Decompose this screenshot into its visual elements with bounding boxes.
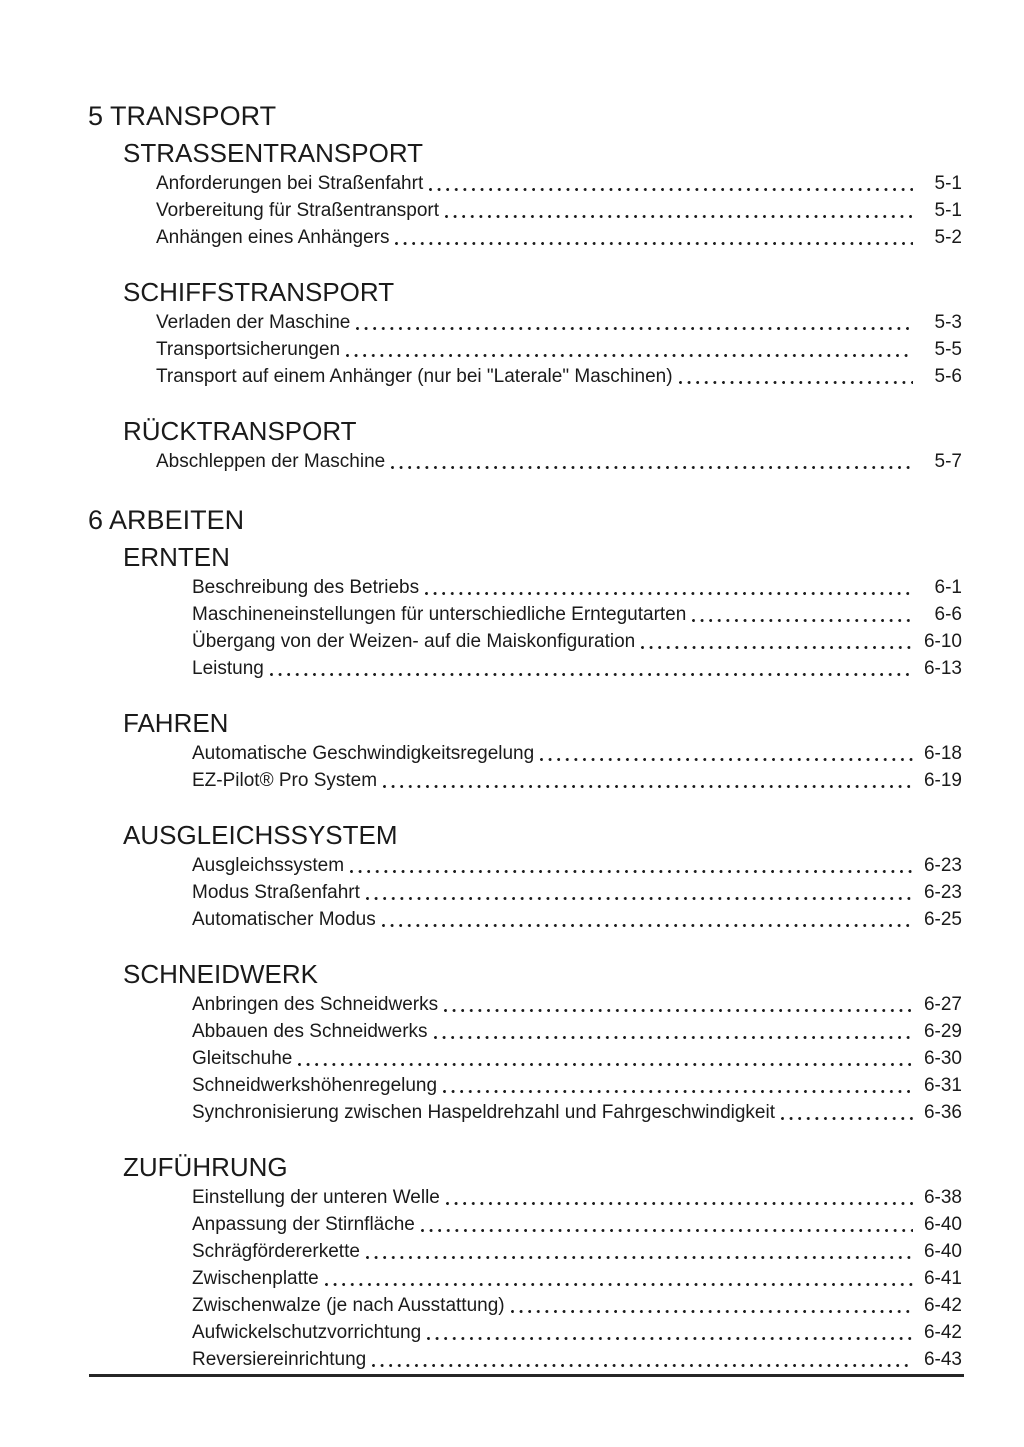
leader-dots — [421, 1229, 913, 1232]
entry-page-number: 6-27 — [923, 994, 962, 1015]
entry-page-number: 5-3 — [934, 312, 962, 333]
toc-entry — [88, 1045, 962, 1072]
entry-page-number: 6-38 — [923, 1187, 962, 1208]
toc-section — [88, 279, 962, 390]
toc-entry — [88, 740, 962, 767]
section-heading: SCHIFFSTRANSPORT — [123, 277, 395, 307]
entry-title: Schneidwerkshöhenregelung — [192, 1075, 438, 1096]
leader-dots — [382, 924, 913, 927]
toc-entry — [88, 336, 962, 363]
toc-entry — [88, 224, 962, 251]
toc-section — [88, 140, 962, 251]
leader-dots — [395, 242, 913, 245]
toc-entry — [88, 197, 962, 224]
section-heading: STRASSENTRANSPORT — [123, 138, 424, 168]
entry-page-number: 6-10 — [923, 631, 962, 652]
entry-page-number: 6-41 — [923, 1268, 962, 1289]
entry-page-number: 6-19 — [923, 770, 962, 791]
leader-dots — [350, 870, 913, 873]
leader-dots — [372, 1364, 913, 1367]
entry-page-number: 6-23 — [923, 855, 962, 876]
leader-dots — [444, 1009, 913, 1012]
entry-title: Modus Straßenfahrt — [192, 882, 360, 903]
entry-page-number: 6-36 — [923, 1102, 962, 1123]
entry-page-number: 6-25 — [923, 909, 962, 930]
chapter-heading — [88, 103, 962, 130]
toc-entry — [88, 1346, 962, 1373]
toc-entry — [88, 363, 962, 390]
entry-title: Übergang von der Weizen- auf die Maiskonfiguration — [192, 631, 636, 652]
toc-entry — [88, 448, 962, 475]
toc-section — [88, 418, 962, 475]
leader-dots — [511, 1310, 913, 1313]
entry-title: Anpassung der Stirnfläche — [192, 1214, 415, 1235]
section-entries — [88, 170, 962, 251]
entry-title: Zwischenwalze (je nach Ausstattung) — [192, 1295, 505, 1316]
leader-dots — [443, 1090, 913, 1093]
toc-entry — [88, 1072, 962, 1099]
chapter-number: 5 — [88, 101, 104, 131]
section-heading: AUSGLEICHSSYSTEM — [123, 820, 398, 850]
entry-title: Transport auf einem Anhänger (nur bei "Laterale" Maschinen) — [156, 366, 673, 387]
leader-dots — [383, 785, 913, 788]
entry-page-number: 6-40 — [923, 1241, 962, 1262]
footer-rule — [89, 1374, 964, 1377]
entry-page-number: 6-6 — [934, 604, 962, 625]
toc-entry — [88, 906, 962, 933]
toc-entry — [88, 1184, 962, 1211]
section-heading: FAHREN — [123, 708, 229, 738]
leader-dots — [425, 592, 913, 595]
entry-page-number: 5-1 — [934, 173, 962, 194]
chapter-sections — [88, 140, 962, 475]
entry-page-number: 6-42 — [923, 1295, 962, 1316]
section-heading: RÜCKTRANSPORT — [123, 416, 357, 446]
toc-entry — [88, 574, 962, 601]
entry-page-number: 6-13 — [923, 658, 962, 679]
entry-page-number: 6-42 — [923, 1322, 962, 1343]
toc-entry — [88, 879, 962, 906]
leader-dots — [356, 327, 913, 330]
leader-dots — [346, 354, 913, 357]
entry-page-number: 6-30 — [923, 1048, 962, 1069]
leader-dots — [366, 897, 913, 900]
entry-title: Einstellung der unteren Welle — [192, 1187, 440, 1208]
entry-page-number: 6-40 — [923, 1214, 962, 1235]
leader-dots — [540, 758, 913, 761]
toc-entry — [88, 628, 962, 655]
entry-page-number: 6-1 — [934, 577, 962, 598]
entry-page-number: 6-31 — [923, 1075, 962, 1096]
entry-title: Reversiereinrichtung — [192, 1349, 367, 1370]
toc-root — [88, 103, 962, 1373]
toc-entry — [88, 1292, 962, 1319]
chapter-number: 6 — [88, 505, 104, 535]
chapter-title: TRANSPORT — [110, 101, 277, 131]
leader-dots — [391, 466, 913, 469]
toc-entry — [88, 1319, 962, 1346]
toc-entry — [88, 1265, 962, 1292]
entry-page-number: 5-2 — [934, 227, 962, 248]
toc-entry — [88, 1211, 962, 1238]
entry-page-number: 5-6 — [934, 366, 962, 387]
toc-entry — [88, 991, 962, 1018]
toc-section — [88, 961, 962, 1126]
entry-title: Automatischer Modus — [192, 909, 376, 930]
entry-title: Verladen der Maschine — [156, 312, 351, 333]
entry-title: Transportsicherungen — [156, 339, 341, 360]
toc-section — [88, 544, 962, 682]
toc-entry — [88, 655, 962, 682]
leader-dots — [270, 673, 913, 676]
section-entries — [88, 309, 962, 390]
entry-page-number: 6-18 — [923, 743, 962, 764]
entry-page-number: 6-43 — [923, 1349, 962, 1370]
entry-title: Leistung — [192, 658, 264, 679]
chapter-sections — [88, 544, 962, 1373]
entry-title: Aufwickelschutzvorrichtung — [192, 1322, 422, 1343]
entry-title: Abschleppen der Maschine — [156, 451, 386, 472]
leader-dots — [641, 646, 913, 649]
leader-dots — [427, 1337, 913, 1340]
entry-title: Synchronisierung zwischen Haspeldrehzahl und Fahrgeschwindigkeit — [192, 1102, 775, 1123]
leader-dots — [445, 215, 913, 218]
entry-page-number: 5-5 — [934, 339, 962, 360]
entry-title: Beschreibung des Betriebs — [192, 577, 420, 598]
entry-page-number: 6-23 — [923, 882, 962, 903]
section-entries — [88, 852, 962, 933]
toc-section — [88, 710, 962, 794]
toc-section — [88, 822, 962, 933]
section-heading: ERNTEN — [123, 542, 230, 572]
section-entries — [88, 991, 962, 1126]
chapter-title: ARBEITEN — [109, 505, 245, 535]
entry-title: Maschineneinstellungen für unterschiedliche Erntegutarten — [192, 604, 687, 625]
section-heading: SCHNEIDWERK — [123, 959, 319, 989]
toc-entry — [88, 767, 962, 794]
entry-title: EZ-Pilot® Pro System — [192, 770, 378, 791]
leader-dots — [692, 619, 913, 622]
toc-entry — [88, 170, 962, 197]
leader-dots — [429, 188, 913, 191]
toc-entry — [88, 309, 962, 336]
entry-title: Zwischenplatte — [192, 1268, 319, 1289]
chapter-heading — [88, 507, 962, 534]
entry-title: Anforderungen bei Straßenfahrt — [156, 173, 424, 194]
entry-title: Automatische Geschwindigkeitsregelung — [192, 743, 535, 764]
section-entries — [88, 740, 962, 794]
section-entries — [88, 448, 962, 475]
leader-dots — [325, 1283, 913, 1286]
entry-page-number: 5-1 — [934, 200, 962, 221]
entry-page-number: 6-29 — [923, 1021, 962, 1042]
toc-entry — [88, 601, 962, 628]
section-heading: ZUFÜHRUNG — [123, 1152, 288, 1182]
entry-title: Ausgleichssystem — [192, 855, 345, 876]
toc-entry — [88, 1099, 962, 1126]
section-entries — [88, 574, 962, 682]
toc-entry — [88, 852, 962, 879]
entry-title: Anhängen eines Anhängers — [156, 227, 390, 248]
section-entries — [88, 1184, 962, 1373]
entry-page-number: 5-7 — [934, 451, 962, 472]
leader-dots — [298, 1063, 913, 1066]
entry-title: Vorbereitung für Straßentransport — [156, 200, 440, 221]
leader-dots — [679, 381, 913, 384]
toc-chapter — [88, 507, 962, 1373]
toc-entry — [88, 1018, 962, 1045]
toc-chapter — [88, 103, 962, 475]
entry-title: Gleitschuhe — [192, 1048, 293, 1069]
leader-dots — [446, 1202, 913, 1205]
leader-dots — [781, 1117, 913, 1120]
entry-title: Anbringen des Schneidwerks — [192, 994, 439, 1015]
leader-dots — [434, 1036, 913, 1039]
toc-entry — [88, 1238, 962, 1265]
toc-section — [88, 1154, 962, 1373]
entry-title: Abbauen des Schneidwerks — [192, 1021, 428, 1042]
entry-title: Schrägfördererkette — [192, 1241, 360, 1262]
leader-dots — [366, 1256, 913, 1259]
